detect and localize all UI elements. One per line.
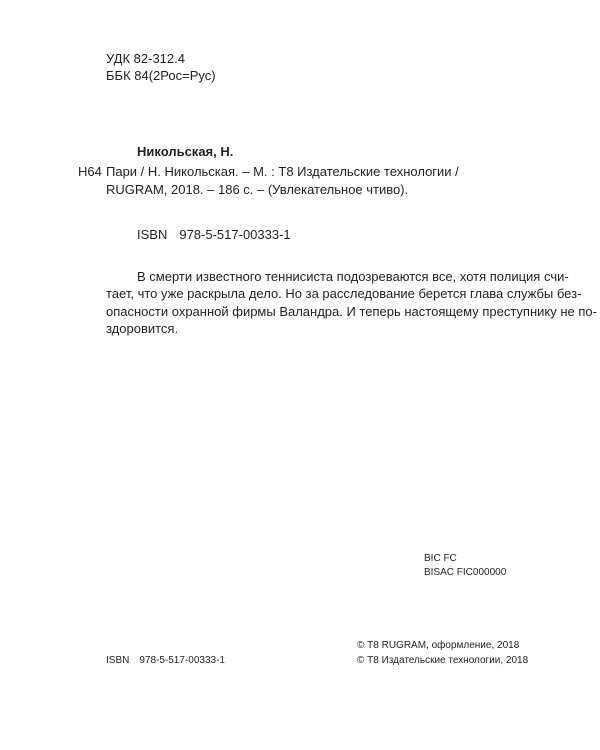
- isbn-value: 978-5-517-00333-1: [179, 227, 291, 242]
- bibliographic-description-line: RUGRAM, 2018. – 186 с. – (Увлекательное чтиво).: [106, 182, 409, 197]
- footer-isbn-line: [106, 654, 225, 668]
- footer-isbn-label: ISBN: [106, 655, 130, 666]
- annotation-line: тает, что уже раскрыла дело. Но за расследование берется глава службы без-: [106, 286, 582, 301]
- isbn-line: [137, 226, 291, 244]
- bic-code: BIC FC: [424, 553, 457, 564]
- footer-isbn-value: 978-5-517-00333-1: [139, 655, 225, 666]
- udk-code: УДК 82-312.4: [106, 51, 185, 66]
- copyright-line: © Т8 RUGRAM, оформление, 2018: [357, 640, 520, 651]
- bisac-code: BISAC FIC000000: [424, 567, 507, 578]
- isbn-label: ISBN: [137, 227, 168, 242]
- annotation-line: В смерти известного теннисиста подозреваются все, хотя полиция счи-: [137, 269, 569, 284]
- bibliographic-description-line: Пари / Н. Никольская. – М. : Т8 Издательские технологии /: [106, 164, 459, 179]
- annotation-line: здоровится.: [106, 321, 179, 336]
- bbk-code: ББК 84(2Рос=Рус): [106, 68, 216, 83]
- annotation-line: опасности охранной фирмы Валандра. И теперь настоящему преступнику не по-: [106, 304, 597, 319]
- author-heading: Никольская, Н.: [137, 144, 234, 159]
- copyright-line: © Т8 Издательские технологии, 2018: [357, 655, 529, 666]
- author-sign: Н64: [78, 164, 102, 179]
